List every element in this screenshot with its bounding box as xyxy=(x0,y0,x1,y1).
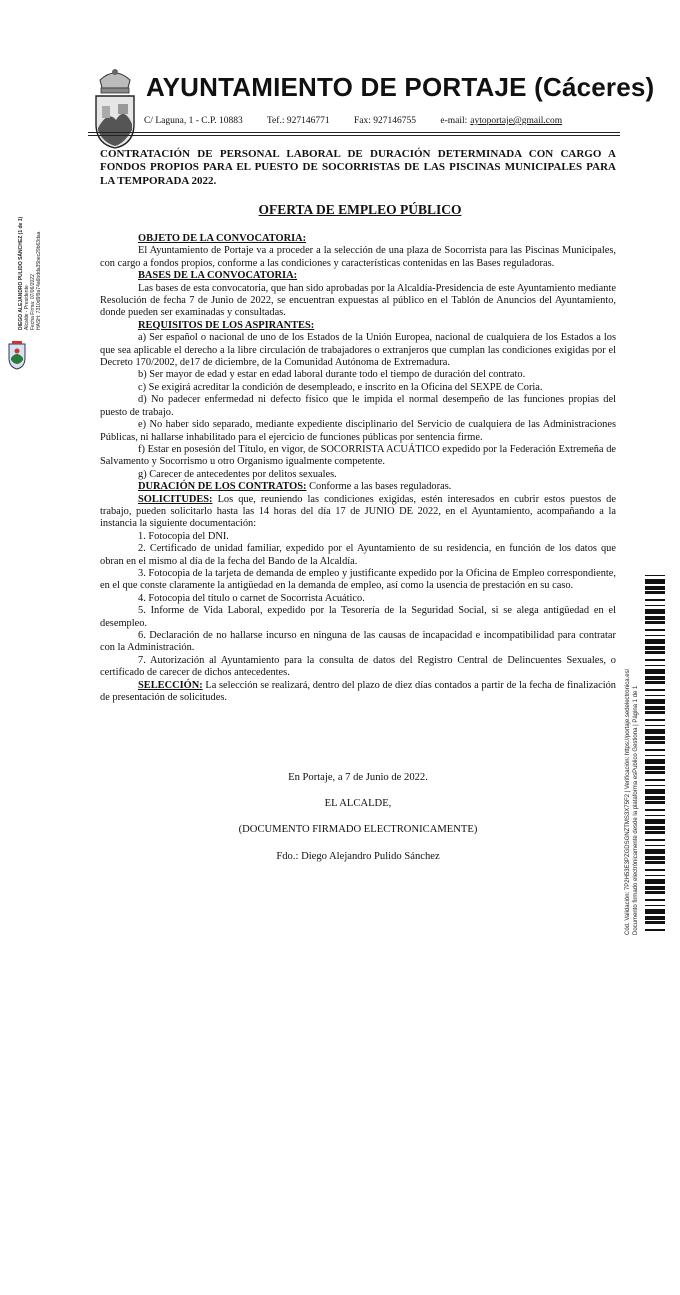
bases-heading: BASES DE LA CONVOCATORIA: xyxy=(138,270,298,282)
requisito-item: b) Ser mayor de edad y estar en edad laboral durante todo el tiempo de duración del contrato. xyxy=(138,369,526,381)
barcode-bar xyxy=(645,711,665,714)
documento-item: 3. Fotocopia de la tarjeta de demanda de empleo y justificante expedido por la Oficina de Empleo correspondiente, en el que conste claramente la antigüedad en la demanda de empleo, así como la usencia de prestación en su caso. xyxy=(100,567,616,592)
barcode-bar xyxy=(645,699,665,704)
barcode-bar xyxy=(645,789,665,794)
document-body xyxy=(100,233,616,704)
requisitos-heading: REQUISITOS DE LOS ASPIRANTES: xyxy=(138,319,315,331)
barcode-icon xyxy=(645,575,665,935)
barcode-bar xyxy=(645,725,665,726)
validation-code xyxy=(624,668,644,1295)
barcode-bar xyxy=(645,605,665,606)
closing-place-date: En Portaje, a 7 de Junio de 2022. xyxy=(288,772,428,783)
validation-text xyxy=(624,669,640,935)
barcode-bar xyxy=(645,676,665,680)
documento-item: 6. Declaración de no hallarse incurso en ninguna de las causas de incapacidad e incompatibilidad para contratar con la Administración. xyxy=(100,630,616,654)
barcode-bar xyxy=(645,861,665,864)
barcode-bar xyxy=(645,879,665,884)
solicitudes-paragraph xyxy=(100,494,616,531)
requisito-item: d) No padecer enfermedad ni defecto físico que le impida el normal desempeño de las funciones propias del puesto de trabajo. xyxy=(100,394,616,418)
barcode-bar xyxy=(645,849,665,854)
barcode-bar xyxy=(645,759,665,764)
signature-stamp xyxy=(2,190,42,330)
validation-line: Cód. Validación: 7P2H53E3PZGDSGNZTMS3X75F2 | Verificación: https://portaje.sedelectronica.es/ xyxy=(625,668,631,935)
documento-item: 2. Certificado de unidad familiar, expedido por el Ayuntamiento de su residencia, en función de los datos que obran en el mismo al día de la fecha del Bando de la Alcaldía. xyxy=(100,543,616,567)
objeto-text: El Ayuntamiento de Portaje va a proceder a la selección de una plaza de Socorrista para las Piscinas Municipales, con cargo a fondos propios, conforme a las condiciones y características contenidas en las Bases reguladoras. xyxy=(100,245,616,269)
barcode-bar xyxy=(645,591,665,594)
barcode-bar xyxy=(645,856,665,860)
barcode-bar xyxy=(645,651,665,654)
barcode-bar xyxy=(645,621,665,624)
requisito-item: c) Se exigirá acreditar la condición de desempleado, e inscrito en la Oficina del SEXPE de Coria. xyxy=(138,381,543,393)
org-title: AYUNTAMIENTO DE PORTAJE (Cáceres) xyxy=(146,72,655,102)
requisito-item: a) Ser español o nacional de uno de los Estados de la Unión Europea, nacional de cualquiera de los Estados a los que sea aplicable el derecho a la libre circulación de trabajadores o extranjeros que cumplan las condiciones exigidas por el Decreto 170/2002, de17 de diciembre, de la Comunidad Autónoma de Extremadura. xyxy=(100,332,616,369)
barcode-bar xyxy=(645,766,665,770)
requisito-item: g) Carecer de antecedentes por delitos sexuales. xyxy=(138,468,337,480)
bases-text: Las bases de esta convocatoria, que han sido aprobadas por la Alcaldía-Presidencia de este Ayuntamiento mediante Resolución de fecha 7 de Junio de 2022, se encuentran expuestas al público en el Tablón de Anuncios del Ayuntamiento, donde pueden ser examinadas y consultadas. xyxy=(100,282,616,319)
barcode-bar xyxy=(645,921,665,924)
barcode-bar xyxy=(645,899,665,901)
stamp-line: DIEGO ALEJANDRO PULIDO SÁNCHEZ (1 de 1) xyxy=(18,216,24,330)
requisito-item: f) Estar en posesión del Título, en vigor, de SOCORRISTA ACUÁTICO expedido por la Federación Extremeña de Salvamento y Socorrismo u otro Organismo igualmente competente. xyxy=(100,443,616,468)
barcode-bar xyxy=(645,815,665,816)
barcode-bar xyxy=(645,719,665,721)
barcode-bar xyxy=(645,801,665,804)
validation-line: Documento firmado electrónicamente desde la plataforma esPublico Gestiona | Página 1 de 1 xyxy=(633,685,639,935)
barcode-bar xyxy=(645,916,665,920)
barcode-bar xyxy=(645,909,665,914)
barcode-bar xyxy=(645,779,665,781)
duracion-heading: DURACIÓN DE LOS CONTRATOS: xyxy=(138,481,307,493)
duracion-text: Conforme a las bases reguladoras. xyxy=(306,481,452,493)
subject-heading: CONTRATACIÓN DE PERSONAL LABORAL DE DURACIÓN DETERMINADA CON CARGO A FONDOS PROPIOS PARA EL PUESTO DE SOCORRISTAS DE LAS PISCINAS MUNICIPALES PARA LA TEMPORADA 2022. xyxy=(100,148,616,187)
barcode-bar xyxy=(645,886,665,890)
barcode-bar xyxy=(645,826,665,830)
contact-line xyxy=(144,116,562,126)
stamp-line: Alcalde - Presidente xyxy=(24,285,30,330)
barcode-bar xyxy=(645,875,665,876)
barcode-bar xyxy=(645,796,665,800)
barcode-bar xyxy=(645,929,665,931)
barcode-bar xyxy=(645,695,665,696)
objeto-heading: OBJETO DE LA CONVOCATORIA: xyxy=(138,233,307,244)
documento-item: 4. Fotocopia del título o carnet de Socorrista Acuático. xyxy=(138,592,365,604)
barcode-bar xyxy=(645,845,665,846)
requisito-item: e) No haber sido separado, mediante expediente disciplinario del Servicio de cualquiera de las Administraciones Públicas, ni hallarse inhabilitado para el ejercicio de funciones públicas por sentencia firme. xyxy=(100,419,616,443)
stamp-line: Fecha Firma: 07/06/2022 xyxy=(30,274,36,330)
fax: Fax: 927146755 xyxy=(353,116,416,126)
header-rule-thin xyxy=(88,135,620,136)
municipal-crest-icon xyxy=(90,66,140,150)
seal-icon xyxy=(6,340,28,370)
barcode-bar xyxy=(645,586,665,590)
barcode-bar xyxy=(645,736,665,740)
signed-note: (DOCUMENTO FIRMADO ELECTRONICAMENTE) xyxy=(238,824,478,835)
barcode-bar xyxy=(645,646,665,650)
barcode-bar xyxy=(645,669,665,674)
barcode-bar xyxy=(645,629,665,631)
offer-title: OFERTA DE EMPLEO PÚBLICO xyxy=(258,202,462,217)
phone: Tef.: 927146771 xyxy=(266,116,330,126)
barcode-bar xyxy=(645,785,665,786)
barcode-bar xyxy=(645,905,665,906)
signature-stamp-text xyxy=(18,217,42,330)
barcode-bar xyxy=(645,616,665,620)
stamp-line: HASH: 7310d9f9a74a6bdda35bec29b63daa xyxy=(36,231,42,330)
barcode-bar xyxy=(645,755,665,756)
email-label: e-mail: xyxy=(440,116,468,126)
closing-role: EL ALCALDE, xyxy=(324,798,392,809)
barcode-bar xyxy=(645,689,665,691)
seleccion-text: La selección se realizará, dentro del plazo de diez días contados a partir de la fecha de finalización de presentación de solicitudes. xyxy=(100,679,616,704)
barcode-bar xyxy=(645,809,665,811)
barcode-bar xyxy=(645,579,665,584)
documento-item: 7. Autorización al Ayuntamiento para la consulta de datos del Registro Central de Delincuentes Sexuales, o certificado de carecer de dichos antecedentes. xyxy=(100,654,616,679)
barcode-bar xyxy=(645,659,665,661)
duracion-paragraph xyxy=(100,481,616,493)
solicitudes-text: Los que, reuniendo las condiciones exigidas, estén interesados en cubrir estos puestos de trabajo, pueden solicitarlo hasta las 14 horas del día 17 de JUNIO DE 2022, en el Ayuntamiento, acompañando a la instancia la siguiente documentación: xyxy=(100,493,616,530)
solicitudes-heading: SOLICITUDES: xyxy=(138,493,213,505)
barcode-bar xyxy=(645,839,665,841)
documento-item: 1. Fotocopia del DNI. xyxy=(138,530,229,542)
barcode-bar xyxy=(645,681,665,684)
barcode-bar xyxy=(645,609,665,614)
barcode-bar xyxy=(645,639,665,644)
email-link[interactable]: aytoportaje@gmail.com xyxy=(470,116,563,126)
barcode-bar xyxy=(645,749,665,751)
signer-name: Fdo.: Diego Alejandro Pulido Sánchez xyxy=(276,851,440,862)
seleccion-paragraph xyxy=(100,680,616,705)
seleccion-heading: SELECCIÓN: xyxy=(138,679,203,691)
barcode-bar xyxy=(645,706,665,710)
address: C/ Laguna, 1 - C.P. 10883 xyxy=(144,116,243,126)
barcode-bar xyxy=(645,599,665,601)
barcode-bar xyxy=(645,635,665,636)
barcode-bar xyxy=(645,771,665,774)
barcode-bar xyxy=(645,729,665,734)
barcode-bar xyxy=(645,831,665,834)
barcode-bar xyxy=(645,665,665,666)
header-rule xyxy=(88,132,620,133)
barcode-bar xyxy=(645,575,665,576)
barcode-bar xyxy=(645,741,665,744)
barcode-bar xyxy=(645,869,665,871)
barcode-bar xyxy=(645,891,665,894)
barcode-bar xyxy=(645,819,665,824)
documento-item: 5. Informe de Vida Laboral, expedido por la Tesorería de la Seguridad Social, si se alega antigüedad en el desempleo. xyxy=(100,605,616,629)
